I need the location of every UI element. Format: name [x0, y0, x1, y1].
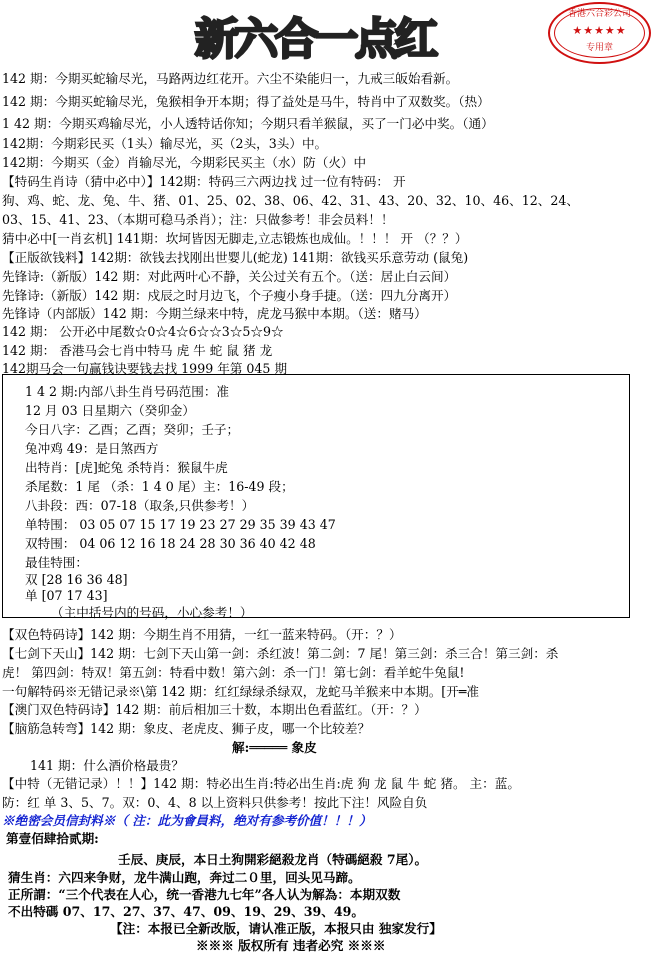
box-line: 双特围： 04 06 12 16 18 24 28 30 36 40 42 48	[25, 536, 316, 551]
copyright: ※※※ 版权所有 违者必究 ※※※	[196, 938, 386, 953]
text-line: 141 期：什么酒价格最贵？	[30, 758, 184, 773]
text-line: 03、15、41、23、（本期可稳马杀肖）；注：只做参考！非会员料！！	[2, 212, 394, 227]
seal-bottom-text: 专用章	[585, 43, 613, 53]
text-line: 【脑筋急转弯】142 期：象皮、老虎皮、狮子皮，哪一个比较差？	[2, 721, 371, 736]
text-line: 142期：今期彩民买（1头）输尽光，买（2头，3头）中。	[2, 136, 328, 151]
text-line: 142 期： 香港马会七肖中特马 虎 牛 蛇 鼠 猪 龙	[2, 343, 273, 358]
bottom-line: 正所謂：“三个代表在人心，统一香港九七年”各人认为解為：本期双数	[8, 887, 401, 902]
vip-notice: ※绝密会员信封料※（ 注：此为會員料，绝对有参考价值！！！）	[2, 813, 372, 828]
seal-stars: ★★★★★	[572, 24, 627, 37]
box-line: 最佳特围：	[25, 555, 88, 570]
bagua-box	[2, 374, 630, 618]
box-line: 八卦段：西：07-18（取条,只供参考！）	[25, 498, 255, 513]
seal-top-text: 香港六合彩公司	[567, 9, 631, 19]
text-line: 【中特（无错记录）！！】142 期：特必出生肖:特必出生肖:虎 狗 龙 鼠 牛 蛇 猪。 主：蓝。	[2, 776, 520, 791]
box-line: 1 4 2 期:内部八卦生肖号码范围：准	[25, 384, 230, 399]
text-line: 142 期：今期买蛇输尽光，马路两边红花开。六尘不染能归一，九戒三皈始看新。	[2, 71, 459, 86]
company-seal	[548, 2, 651, 64]
text-line: 先锋诗:（新版）142 期：对此两叶心不静，关公过关有五个。（送：居止白云间）	[2, 269, 457, 284]
box-line: 单特围： 03 05 07 15 17 19 23 27 29 35 39 43 47	[25, 517, 336, 532]
bottom-line: 壬辰、庚辰，本日土狗開彩絕殺龙肖（特碼絕殺 7尾）。	[118, 852, 428, 867]
page-title: 新六合一点红	[195, 15, 435, 65]
text-line: 1 42 期：今期买鸡输尽光，小人透特话你知；今期只看羊猴鼠，买了一门必中奖。（通）	[2, 116, 494, 131]
text-line: 猜中必中[一肖玄机] 141期：坎坷皆因无脚走,立志锻炼也成仙。！！！ 开 （？？）	[2, 231, 468, 246]
text-line: 【澳门双色特码诗】142 期：前后相加三十数，本期出色看蓝红。（开：？）	[2, 702, 427, 717]
box-line: 出特肖：[虎]蛇兔 杀特肖：猴鼠牛虎	[25, 460, 228, 475]
text-line: 先锋诗:（新版）142 期：戍辰之时月边飞，个子瘦小身手捷。（送：四九分离开）	[2, 288, 457, 303]
text-line: 142 期： 公开必中尾数☆0☆4☆6☆☆3☆5☆9☆	[2, 324, 284, 339]
box-line: 兔冲鸡 49：是日煞西方	[25, 441, 159, 456]
text-line: 一句解特码※无错记录※\第 142 期：红红绿绿杀绿双，龙蛇马羊猴来中本期。[开═准	[2, 684, 479, 699]
text-line: 【双色特码诗】142 期：今期生肖不用猜，一红一蓝来特码。（开：？）	[2, 627, 402, 642]
text-line: 142 期：今期买蛇输尽光，兔猴相争开本期；得了益处是马牛，特肖中了双数奖。（热）	[2, 94, 490, 109]
text-line: 防：红 单 3、5、7。双：0、4、8 以上资料只供参考！按此下注！风险自负	[2, 795, 428, 810]
issue-heading: 第壹佰肆拾贰期:	[6, 831, 99, 846]
box-line: 12 月 03 日星期六（癸卯金）	[25, 403, 195, 418]
box-line: （主中括号内的号码，小心参考！）	[51, 605, 253, 620]
text-line: 【七剑下天山】142 期：七剑下天山第一剑：杀红波！第二剑：7 尾！第三剑：杀三合！第三剑：杀	[2, 646, 559, 661]
box-line: 双 [28 16 36 48]	[25, 572, 128, 587]
riddle-answer: 解:═════ 象皮	[232, 740, 317, 755]
text-line: 先锋诗（内部版）142 期：今期兰绿来中特，虎龙马猴中本期。（送：赌马）	[2, 306, 427, 321]
bottom-notice: 【注：本报已全新改版，请认准正版，本报只由 独家发行】	[110, 921, 442, 936]
text-line: 狗、鸡、蛇、龙、兔、牛、猪、01、25、02、38、06、42、31、43、20、32、10、46、12、24、	[2, 193, 579, 208]
text-line: 【正版欲钱料】142期：欲钱去找刚出世婴儿(蛇龙) 141期：欲钱买乐意劳动 (鼠兔)	[2, 250, 469, 265]
text-line: 142期马会一句赢钱诀要钱去找 1999 年第 045 期	[2, 361, 288, 376]
box-line: 今日八字：乙酉；乙酉；癸卯；壬子；	[25, 422, 240, 437]
bottom-line: 猜生肖：六四来争财，龙牛满山跑，奔过二０里，回头见马蹄。	[8, 870, 361, 885]
bottom-line: 不出特碼 07、17、27、37、47、09、19、29、39、49。	[8, 904, 364, 919]
box-line: 单 [07 17 43]	[25, 588, 108, 603]
text-line: 虎！ 第四剑：特双！第五剑：特看中数！第六剑：杀一门！第七剑：看羊蛇牛兔鼠!	[2, 665, 465, 680]
text-line: 【特码生肖诗（猜中必中）】142期：特码三六两边找 过一位有特码： 开	[2, 174, 406, 189]
text-line: 142期：今期买（金）肖输尽光，今期彩民买主（水）防（火）中	[2, 155, 367, 170]
box-line: 杀尾数：1 尾 （杀：1 4 0 尾）主：16-49 段；	[25, 479, 294, 494]
